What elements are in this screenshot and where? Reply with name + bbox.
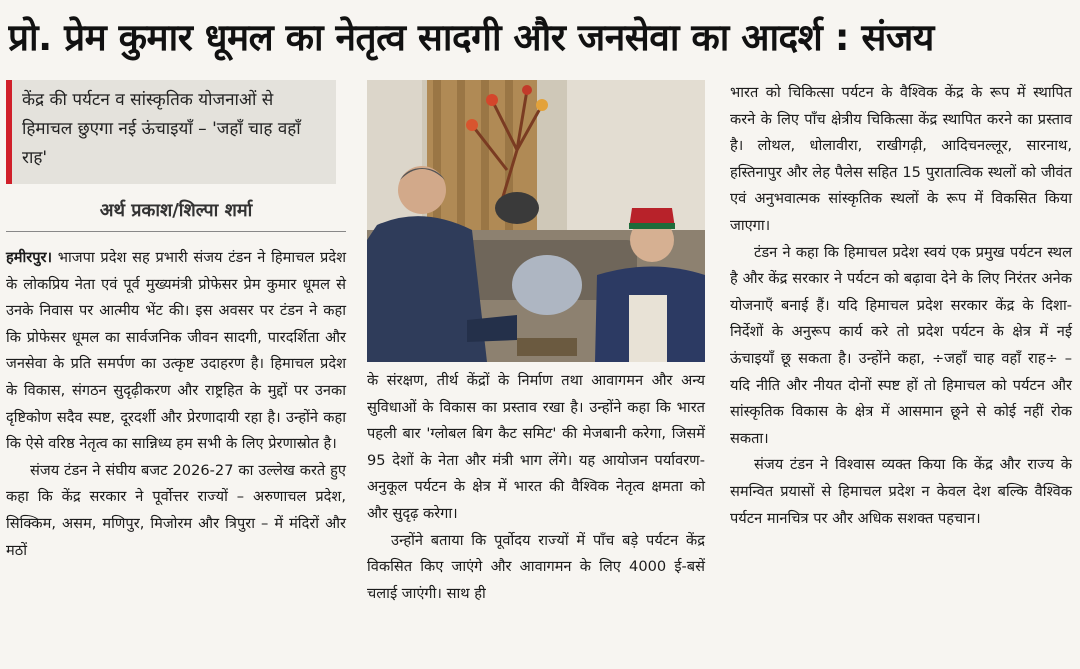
paragraph-5: संजय टंडन ने विश्वास व्यक्त किया कि केंद्र और राज्य के समन्वित प्रयासों से हिमाचल प्रदेश न केवल देश बल्कि वैश्विक पर्यटन मानचित्र पर और अधिक सशक्त पहचान।: [730, 456, 1072, 527]
news-photo: [367, 80, 705, 362]
deck-subheading: केंद्र की पर्यटन व सांस्कृतिक योजनाओं से हिमाचल छुएगा नई ऊंचाइयाँ – 'जहाँ चाह वहाँ राह': [6, 80, 336, 184]
paragraph-3-start: उन्होंने बताया कि पूर्वोदय राज्यों में पाँच बड़े पर्यटन केंद्र विकसित किए जाएंगे और आवागमन के लिए 4000 ई-बसें चलाई जाएंगी। साथ ही: [367, 531, 705, 602]
dateline: हमीरपुर।: [6, 249, 53, 266]
paragraph-2-start: संजय टंडन ने संघीय बजट 2026-27 का उल्लेख करते हुए कहा कि केंद्र सरकार ने पूर्वोत्तर राज्यों – अरुणाचल प्रदेश, सिक्किम, असम, मणिपुर, मिजोरम और त्रिपुरा – में मंदिरों और मठों: [6, 461, 346, 559]
paragraph-3-continued: भारत को चिकित्सा पर्यटन के वैश्विक केंद्र के रूप में स्थापित करने के लिए पाँच क्षेत्रीय चिकित्सा केंद्र स्थापित करने का प्रस्ताव है। लोथल, धोलावीरा, राखीगढ़ी, आदिचनल्लूर, सारनाथ, हस्तिनापुर और लेह पैलेस सहित 15 पुरातात्विक स्थलों को जीवंत एवं अनुभवात्मक सांस्कृतिक स्थलों के रूप में विकसित किया जाएगा।: [730, 84, 1072, 234]
article-column-middle: [367, 368, 705, 607]
headline: प्रो. प्रेम कुमार धूमल का नेतृत्व सादगी और जनसेवा का आदर्श : संजय: [8, 16, 934, 59]
paragraph-4: टंडन ने कहा कि हिमाचल प्रदेश स्वयं एक प्रमुख पर्यटन स्थल है और केंद्र सरकार ने पर्यटन को बढ़ावा देने के लिए निरंतर अनेक योजनाएँ बनाई हैं। यदि हिमाचल प्रदेश सरकार केंद्र के दिशा-निर्देशों के अनुरूप कार्य करे तो प्रदेश पर्यटन के क्षेत्र में नई ऊंचाइयाँ छू सकता है। उन्होंने कहा, ÷जहाँ चाह वहाँ राह÷ – यदि नीति और नीयत दोनों स्पष्ट हों तो हिमाचल को पर्यटन और सांस्कृतिक विकास के क्षेत्र में आसमान छूने से कोई नहीं रोक सकता।: [730, 243, 1072, 447]
paragraph-2-continued: के संरक्षण, तीर्थ केंद्रों के निर्माण तथा आवागमन और अन्य सुविधाओं के विकास का प्रस्ताव रखा है। उन्होंने कहा कि भारत पहली बार 'ग्लोबल बिग कैट समिट' की मेजबानी करेगा, जिसमें 95 देशों के नेता और मंत्री भाग लेंगे। यह आयोजन पर्यावरण-अनुकूल पर्यटन के क्षेत्र में भारत की वैश्विक नेतृत्व क्षमता को और सुदृढ़ करेगा।: [367, 372, 705, 522]
article-column-right: [730, 80, 1072, 532]
paragraph-1: भाजपा प्रदेश सह प्रभारी संजय टंडन ने हिमाचल प्रदेश के लोकप्रिय नेता एवं पूर्व मुख्यमंत्री प्रोफेसर प्रेम कुमार धूमल से उनके निवास पर आत्मीय भेंट की। इस अवसर पर टंडन ने कहा कि प्रोफेसर धूमल का सार्वजनिक जीवन सादगी, पारदर्शिता और जनसेवा के प्रति समर्पण का उत्कृष्ट उदाहरण है। हिमाचल प्रदेश के विकास, संगठन सुदृढ़ीकरण और राष्ट्रहित के मुद्दों पर उनका दृष्टिकोण सदैव स्पष्ट, दूरदर्शी और प्रेरणादायी रहा है। उन्होंने कहा कि ऐसे वरिष्ठ नेतृत्व का सान्निध्य हम सभी के लिए प्रेरणास्रोत है।: [6, 249, 346, 453]
meeting-photo-illustration: [367, 80, 705, 362]
article-column-left: [6, 245, 346, 564]
byline: अर्थ प्रकाश/शिल्पा शर्मा: [6, 192, 346, 232]
